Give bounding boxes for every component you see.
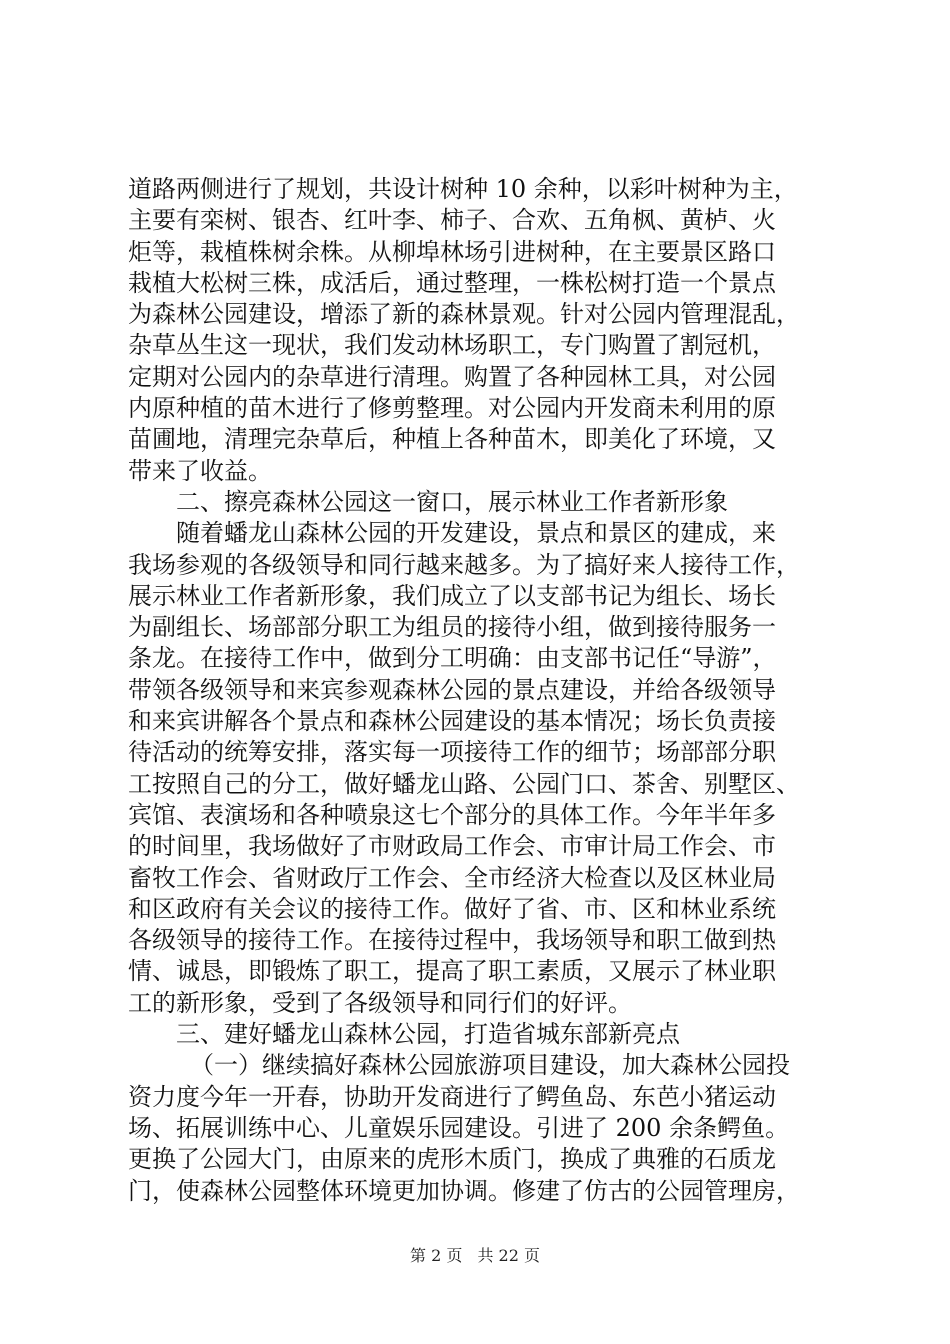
text-line: 和来宾讲解各个景点和森林公园建设的基本情况；场长负责接: [128, 707, 776, 736]
text-line: 内原种植的苗木进行了修剪整理。对公园内开发商未利用的原: [128, 394, 776, 423]
text-line: 主要有栾树、银杏、红叶李、柿子、合欢、五角枫、黄栌、火: [128, 206, 776, 235]
text-line: 各级领导的接待工作。在接待过程中，我场领导和职工做到热: [128, 926, 776, 955]
text-line: 的时间里，我场做好了市财政局工作会、市审计局工作会、市: [128, 832, 776, 861]
text-line: 我场参观的各级领导和同行越来越多。为了搞好来人接待工作，: [128, 550, 800, 579]
body-text: [128, 174, 858, 1207]
text-line: 定期对公园内的杂草进行清理。购置了各种园林工具，对公园: [128, 362, 776, 391]
text-line: 条龙。在接待工作中，做到分工明确：由支部书记任“导游”，: [128, 644, 777, 673]
text-line: 待活动的统筹安排，落实每一项接待工作的细节；场部部分职: [128, 738, 776, 767]
page-number: 第 2 页: [410, 1246, 463, 1265]
text-line: 和区政府有关会议的接待工作。做好了省、市、区和林业系统: [128, 894, 776, 923]
text-line: 宾馆、表演场和各种喷泉这七个部分的具体工作。今年半年多: [128, 800, 776, 829]
section-heading: 二、擦亮森林公园这一窗口，展示林业工作者新形象: [176, 487, 728, 516]
text-line: 畜牧工作会、省财政厅工作会、全市经济大检查以及区林业局: [128, 863, 776, 892]
page-footer: [0, 1243, 950, 1266]
text-line: 苗圃地，清理完杂草后，种植上各种苗木，即美化了环境，又: [128, 425, 776, 454]
text-line: 资力度今年一开春，协助开发商进行了鳄鱼岛、东芭小猪运动: [128, 1082, 776, 1111]
text-line: 炬等，栽植株树余株。从柳埠林场引进树种，在主要景区路口: [128, 237, 776, 266]
text-line: 杂草丛生这一现状，我们发动林场职工，专门购置了割冠机，: [128, 331, 776, 360]
text-line: 道路两侧进行了规划，共设计树种 10 余种，以彩叶树种为主，: [128, 175, 798, 203]
text-line: 工按照自己的分工，做好蟠龙山路、公园门口、茶舍、别墅区、: [128, 769, 800, 798]
text-line: 带领各级领导和来宾参观森林公园的景点建设，并给各级领导: [128, 675, 776, 704]
text-line: （一）继续搞好森林公园旅游项目建设，加大森林公园投: [190, 1051, 790, 1080]
text-line: 展示林业工作者新形象，我们成立了以支部书记为组长、场长: [128, 581, 776, 610]
text-line: 工的新形象，受到了各级领导和同行们的好评。: [128, 988, 632, 1017]
text-line: 栽植大松树三株，成活后，通过整理，一株松树打造一个景点: [128, 268, 776, 297]
text-line: 随着蟠龙山森林公园的开发建设，景点和景区的建成，来: [176, 519, 776, 548]
page-total: 共 22 页: [477, 1246, 540, 1265]
text-line: 为森林公园建设，增添了新的森林景观。针对公园内管理混乱，: [128, 300, 800, 329]
text-line: 情、诚恳，即锻炼了职工，提高了职工素质，又展示了林业职: [128, 957, 776, 986]
text-line: 带来了收益。: [128, 456, 272, 485]
text-line: 门，使森林公园整体环境更加协调。修建了仿古的公园管理房，: [128, 1176, 800, 1205]
section-heading: 三、建好蟠龙山森林公园，打造省城东部新亮点: [176, 1020, 680, 1049]
text-line: 为副组长、场部部分职工为组员的接待小组，做到接待服务一: [128, 613, 776, 642]
text-line: 场、拓展训练中心、儿童娱乐园建设。引进了 200 余条鳄鱼。: [128, 1113, 790, 1142]
text-line: 更换了公园大门，由原来的虎形木质门，换成了典雅的石质龙: [128, 1145, 776, 1174]
